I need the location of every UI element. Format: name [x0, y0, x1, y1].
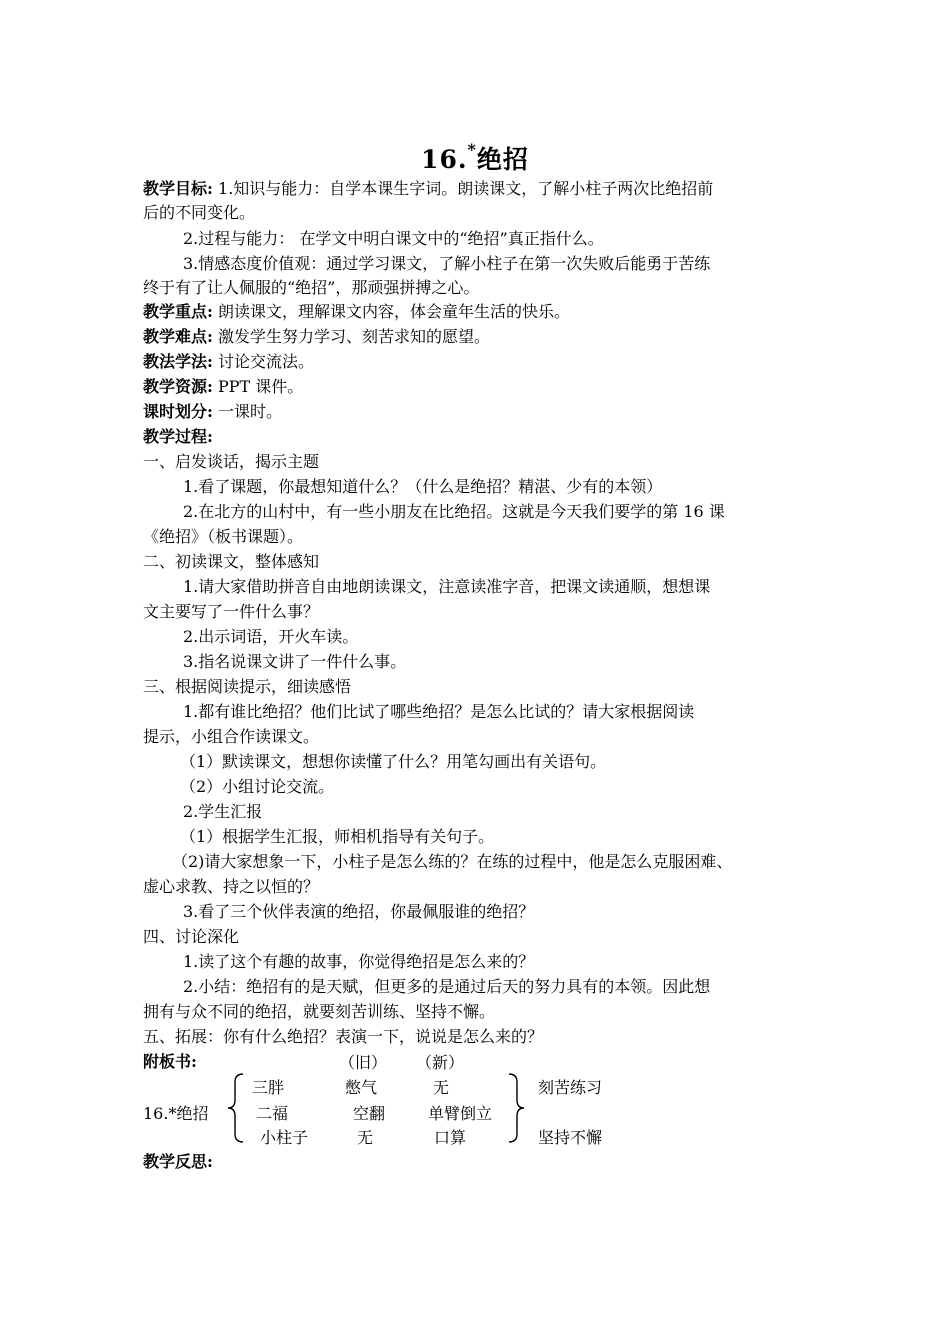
resource-text: PPT 课件。	[212, 377, 304, 396]
board-row-3-old: 无	[357, 1128, 374, 1147]
goals-line-4: 3.情感态度价值观：通过学习课文，了解小柱子在第一次失败后能勇于苦练	[183, 254, 711, 273]
section-4-item-2: 2.小结：绝招有的是天赋，但更多的是通过后天的努力具有的本领。因此想	[183, 977, 711, 996]
method-label: 教法学法:	[143, 352, 213, 371]
title-number: 16.	[421, 145, 468, 174]
goals-text-1: 1.知识与能力：自学本课生字词。朗读课文，了解小柱子两次比绝招前	[212, 179, 714, 198]
difficult-text: 激发学生努力学习、刻苦求知的愿望。	[212, 327, 491, 346]
board-old-header: （旧）	[339, 1053, 388, 1072]
board-row-2-name: 二福	[256, 1104, 289, 1123]
board-right-2: 坚持不懈	[538, 1128, 603, 1147]
key-label: 教学重点:	[143, 302, 213, 321]
reflection-label: 教学反思:	[143, 1152, 213, 1171]
section-3-sub-4-cont: 虚心求教、持之以恒的？	[143, 877, 320, 896]
section-3-item-1-cont: 提示，小组合作读课文。	[143, 727, 320, 746]
board-row-3-name: 小柱子	[260, 1128, 309, 1147]
title-star: *	[467, 139, 477, 159]
title-text: 绝招	[476, 145, 529, 174]
section-2-item-2: 2.出示词语，开火车读。	[183, 627, 359, 646]
section-4-item-2-cont: 拥有与众不同的绝招，就要刻苦训练、坚持不懈。	[143, 1002, 496, 1021]
section-4-item-1: 1.读了这个有趣的故事，你觉得绝招是怎么来的？	[183, 952, 535, 971]
difficult-label: 教学难点:	[143, 327, 213, 346]
difficult-point	[143, 325, 823, 349]
class-period	[143, 400, 823, 424]
section-5: 五、拓展：你有什么绝招？表演一下，说说是怎么来的？	[143, 1027, 544, 1046]
section-2-item-1-cont: 文主要写了一件什么事？	[143, 602, 320, 621]
board-row-1-name: 三胖	[252, 1078, 285, 1097]
section-2-item-3: 3.指名说课文讲了一件什么事。	[183, 652, 407, 671]
board-row-3-new: 口算	[434, 1128, 467, 1147]
board-right-1: 刻苦练习	[538, 1078, 603, 1097]
section-1-item-1: 1.看了课题，你最想知道什么？（什么是绝招？精湛、少有的本领）	[183, 477, 663, 496]
goals-line-3: 2.过程与能力： 在学文中明白课文中的“绝招”真正指什么。	[183, 229, 604, 248]
section-3-item-3: 3.看了三个伙伴表演的绝招，你最佩服谁的绝招？	[183, 902, 535, 921]
teaching-method	[143, 350, 823, 374]
section-1-item-2: 2.在北方的山村中，有一些小朋友在比绝招。这就是今天我们要学的第 16 课	[183, 502, 725, 521]
board-new-header: （新）	[416, 1053, 465, 1072]
resource-label: 教学资源:	[143, 377, 213, 396]
section-3-item-2: 2.学生汇报	[183, 802, 263, 821]
board-row-1-new: 无	[433, 1078, 450, 1097]
board-row-1-old: 憋气	[345, 1078, 378, 1097]
left-brace	[226, 1072, 246, 1144]
goals-line-5: 终于有了让人佩服的“绝招”，那顽强拼搏之心。	[143, 278, 480, 297]
section-3-heading: 三、根据阅读提示，细读感悟	[143, 677, 352, 696]
board-label: 附板书:	[143, 1052, 197, 1071]
right-brace	[506, 1072, 526, 1144]
section-4-heading: 四、讨论深化	[143, 927, 240, 946]
goals-label: 教学目标:	[143, 179, 213, 198]
period-label: 课时划分:	[143, 402, 213, 421]
section-3-sub-2: （2）小组讨论交流。	[180, 777, 335, 796]
key-point	[143, 300, 823, 324]
section-3-sub-3: （1）根据学生汇报，师相机指导有关句子。	[180, 827, 495, 846]
section-3-sub-1: （1）默读课文，想想你读懂了什么？用笔勾画出有关语句。	[180, 752, 607, 771]
section-1-item-2-cont: 《绝招》（板书课题）。	[143, 527, 304, 546]
section-3-item-1: 1.都有谁比绝招？他们比试了哪些绝招？是怎么比试的？请大家根据阅读	[183, 702, 695, 721]
method-text: 讨论交流法。	[212, 352, 315, 371]
section-2-item-1: 1.请大家借助拼音自由地朗读课文，注意读准字音，把课文读通顺，想想课	[183, 577, 711, 596]
key-text: 朗读课文，理解课文内容，体会童年生活的快乐。	[212, 302, 571, 321]
board-lesson-title: 16.*绝招	[143, 1104, 209, 1123]
section-3-sub-4: （2)请大家想象一下，小柱子是怎么练的？在练的过程中，他是怎么克服困难、	[172, 852, 733, 871]
section-2-heading: 二、初读课文，整体感知	[143, 552, 320, 571]
goals-line-1	[143, 177, 823, 201]
board-row-2-old: 空翻	[353, 1104, 386, 1123]
section-1-heading: 一、启发谈话，揭示主题	[143, 452, 320, 471]
goals-line-2: 后的不同变化。	[143, 203, 256, 222]
process-label: 教学过程:	[143, 427, 213, 446]
page-title	[0, 140, 950, 176]
teaching-resource	[143, 375, 823, 399]
board-row-2-new: 单臂倒立	[428, 1104, 493, 1123]
period-text: 一课时。	[212, 402, 283, 421]
